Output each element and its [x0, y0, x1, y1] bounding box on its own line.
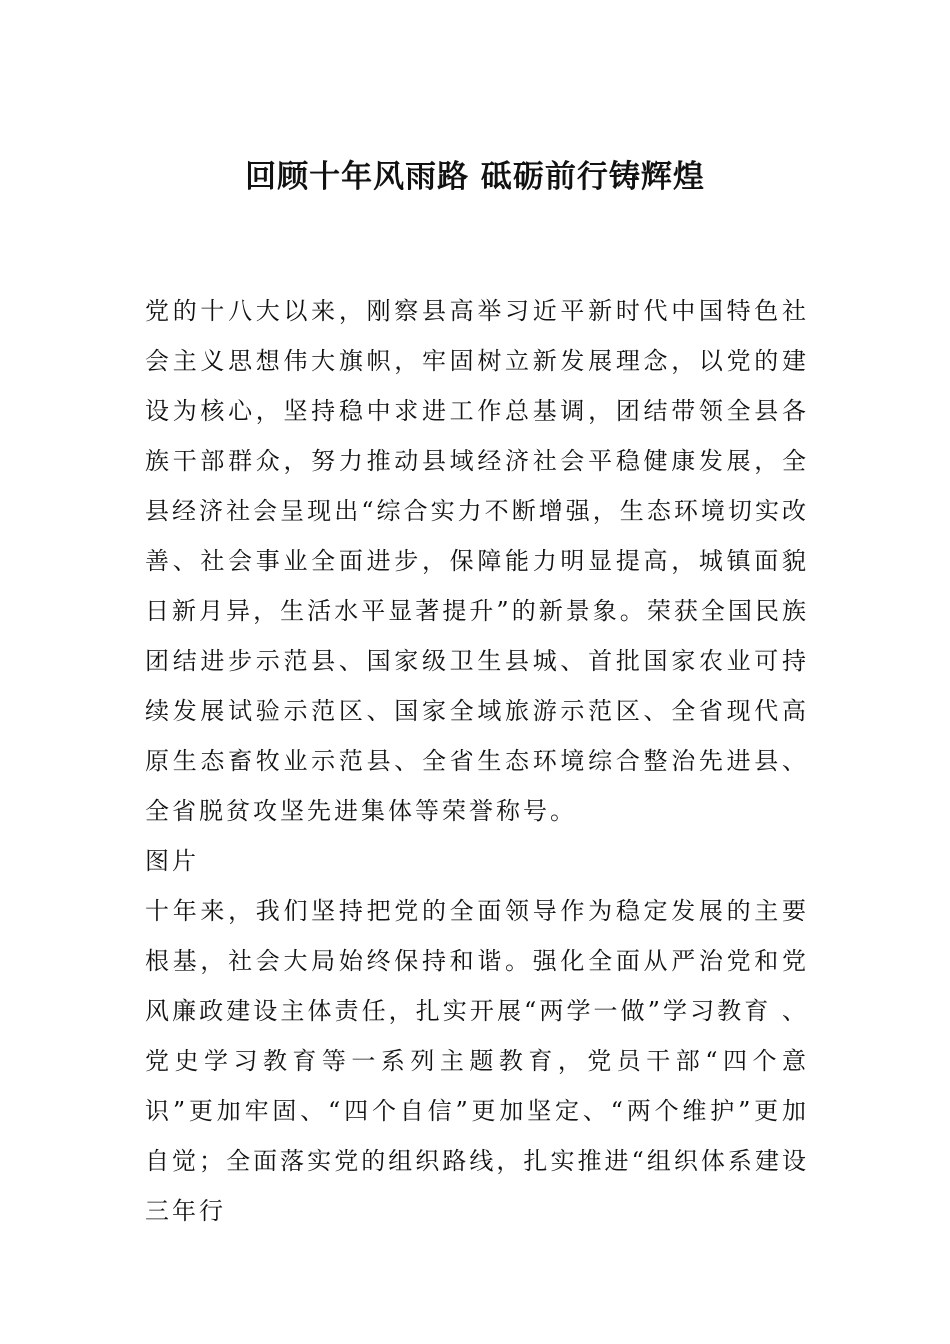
document-body: [145, 286, 809, 1236]
document-title: 回顾十年风雨路 砥砺前行铸辉煌: [245, 159, 705, 195]
image-placeholder-label: 图片: [145, 847, 199, 875]
paragraph-decade-review: 十年来，我们坚持把党的全面领导作为稳定发展的主要根基，社会大局始终保持和谐。强化全面从严治党和党风廉政建设主体责任，扎实开展“两学一做”学习教育 、党史学习教育等一系列主题教育，党员干部“四个意识”更加牢固、“四个自信”更加坚定、“两个维护”更加自觉；全面落实党的组织路线，扎实推进“组织体系建设三年行: [145, 897, 809, 1225]
paragraph-intro: 党的十八大以来，刚察县高举习近平新时代中国特色社会主义思想伟大旗帜，牢固树立新发展理念，以党的建设为核心，坚持稳中求进工作总基调，团结带领全县各族干部群众，努力推动县域经济社会平稳健康发展，全县经济社会呈现出“综合实力不断增强，生态环境切实改善、社会事业全面进步，保障能力明显提高，城镇面貌日新月异，生活水平显著提升”的新景象。荣获全国民族团结进步示范县、国家级卫生县城、首批国家农业可持续发展试验示范区、国家全域旅游示范区、全省现代高原生态畜牧业示范县、全省生态环境综合整治先进县、全省脱贫攻坚先进集体等荣誉称号。: [145, 297, 809, 825]
